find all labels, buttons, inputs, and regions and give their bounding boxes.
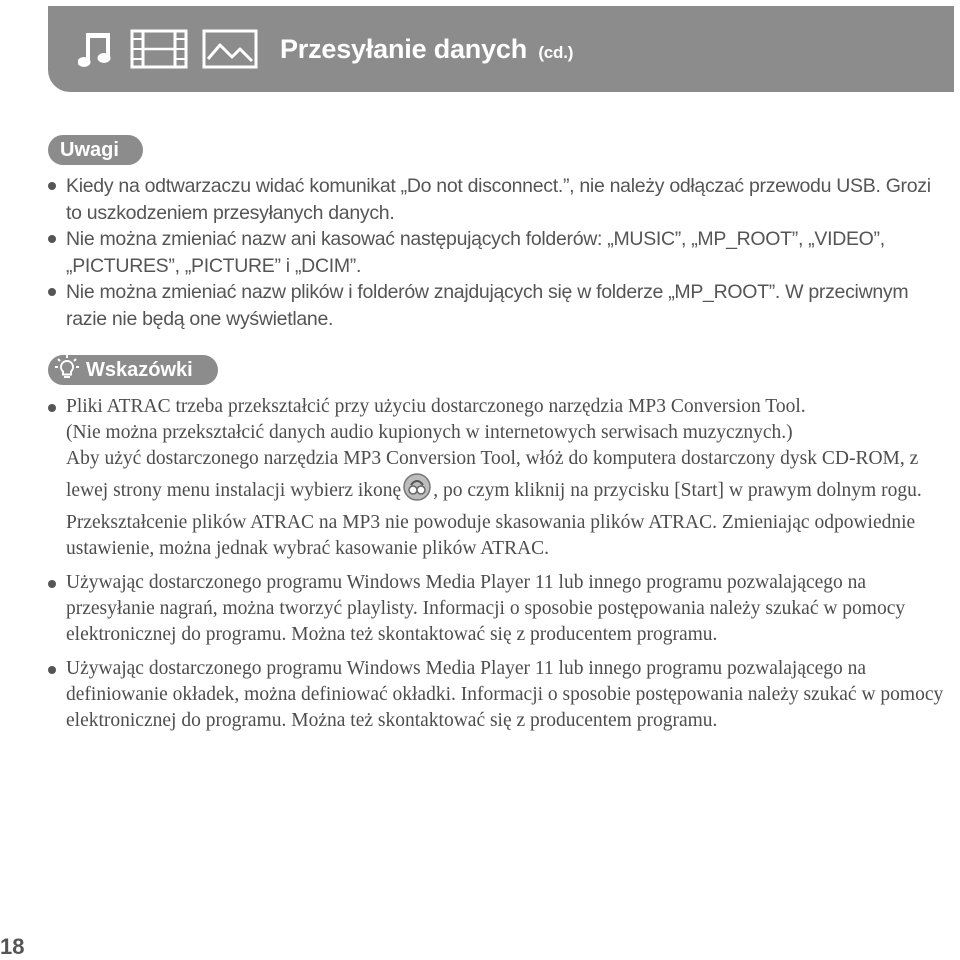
music-note-icon (78, 27, 116, 71)
note-text: Kiedy na odtwarzaczu widać komunikat „Do not disconnect.”, nie należy odłączać przewodu USB. Grozi to uszkodzeniem przesyłanych danych. (66, 175, 931, 224)
bullet-icon (48, 182, 56, 190)
notes-label-text: Uwagi (60, 138, 119, 161)
bullet-icon (48, 404, 56, 412)
hint-text: Przekształcenie plików ATRAC na MP3 nie powoduje skasowania plików ATRAC. Zmieniając odpowiednie ustawienie, można jednak wybrać kasowanie plików ATRAC. (66, 512, 916, 559)
page-title-suffix: (cd.) (538, 42, 574, 62)
hints-label-text: Wskazówki (86, 358, 193, 381)
mp3-conversion-tool-icon (402, 472, 432, 510)
notes-label (48, 135, 143, 165)
hint-text: Używając dostarczonego programu Windows Media Player 11 lub innego programu pozwalającego na definiowanie okładek, można definiować okładki. Informacji o sposobie postępowania należy szukać w pomocy elektronicznej do programu. Można też skontaktować się z producentem programu. (66, 658, 944, 731)
page-title-text: Przesyłanie danych (280, 33, 528, 64)
bullet-icon (48, 666, 56, 674)
list-item (48, 226, 948, 279)
notes-list (48, 173, 948, 332)
list-item (48, 394, 948, 562)
hints-label (48, 355, 218, 385)
list-item (48, 570, 948, 648)
note-text: Nie można zmieniać nazw plików i folderów znajdujących się w folderze „MP_ROOT”. W przeciwnym razie nie będą one wyświetlane. (66, 281, 909, 330)
film-icon (130, 29, 188, 69)
page-title (280, 34, 573, 65)
hint-text: , po czym kliknij na przycisku [Start] w prawym dolnym rogu. (433, 480, 922, 501)
list-item (48, 279, 948, 332)
hints-list (48, 394, 948, 734)
picture-icon (202, 29, 258, 69)
header-icons (78, 27, 258, 71)
hint-text: Aby użyć dostarczonego narzędzia MP3 Conversion Tool, włóż do komputera dostarczony dysk CD-ROM, z lewej strony menu instalacji wybierz ikonę (66, 448, 919, 501)
list-item (48, 173, 948, 226)
lightbulb-icon (54, 354, 86, 386)
hint-text: (Nie można przekształcić danych audio kupionych w internetowych serwisach muzycznych.) (66, 422, 793, 443)
hint-text: Pliki ATRAC trzeba przekształcić przy użyciu dostarczonego narzędzia MP3 Conversion Tool. (66, 396, 806, 417)
hint-text: Używając dostarczonego programu Windows Media Player 11 lub innego programu pozwalającego na przesyłanie nagrań, można tworzyć playlisty. Informacji o sposobie postępowania należy szukać w pomocy elektronicznej do programu. Można też skontaktować się z producentem programu. (66, 572, 906, 645)
page-number: 18 (0, 934, 25, 959)
section-header (48, 6, 954, 92)
bullet-icon (48, 235, 56, 243)
note-text: Nie można zmieniać nazw ani kasować następujących folderów: „MUSIC”, „MP_ROOT”, „VIDEO”, „PICTURES”, „PICTURE” i „DCIM”. (66, 228, 885, 277)
bullet-icon (48, 580, 56, 588)
bullet-icon (48, 288, 56, 296)
list-item (48, 656, 948, 734)
